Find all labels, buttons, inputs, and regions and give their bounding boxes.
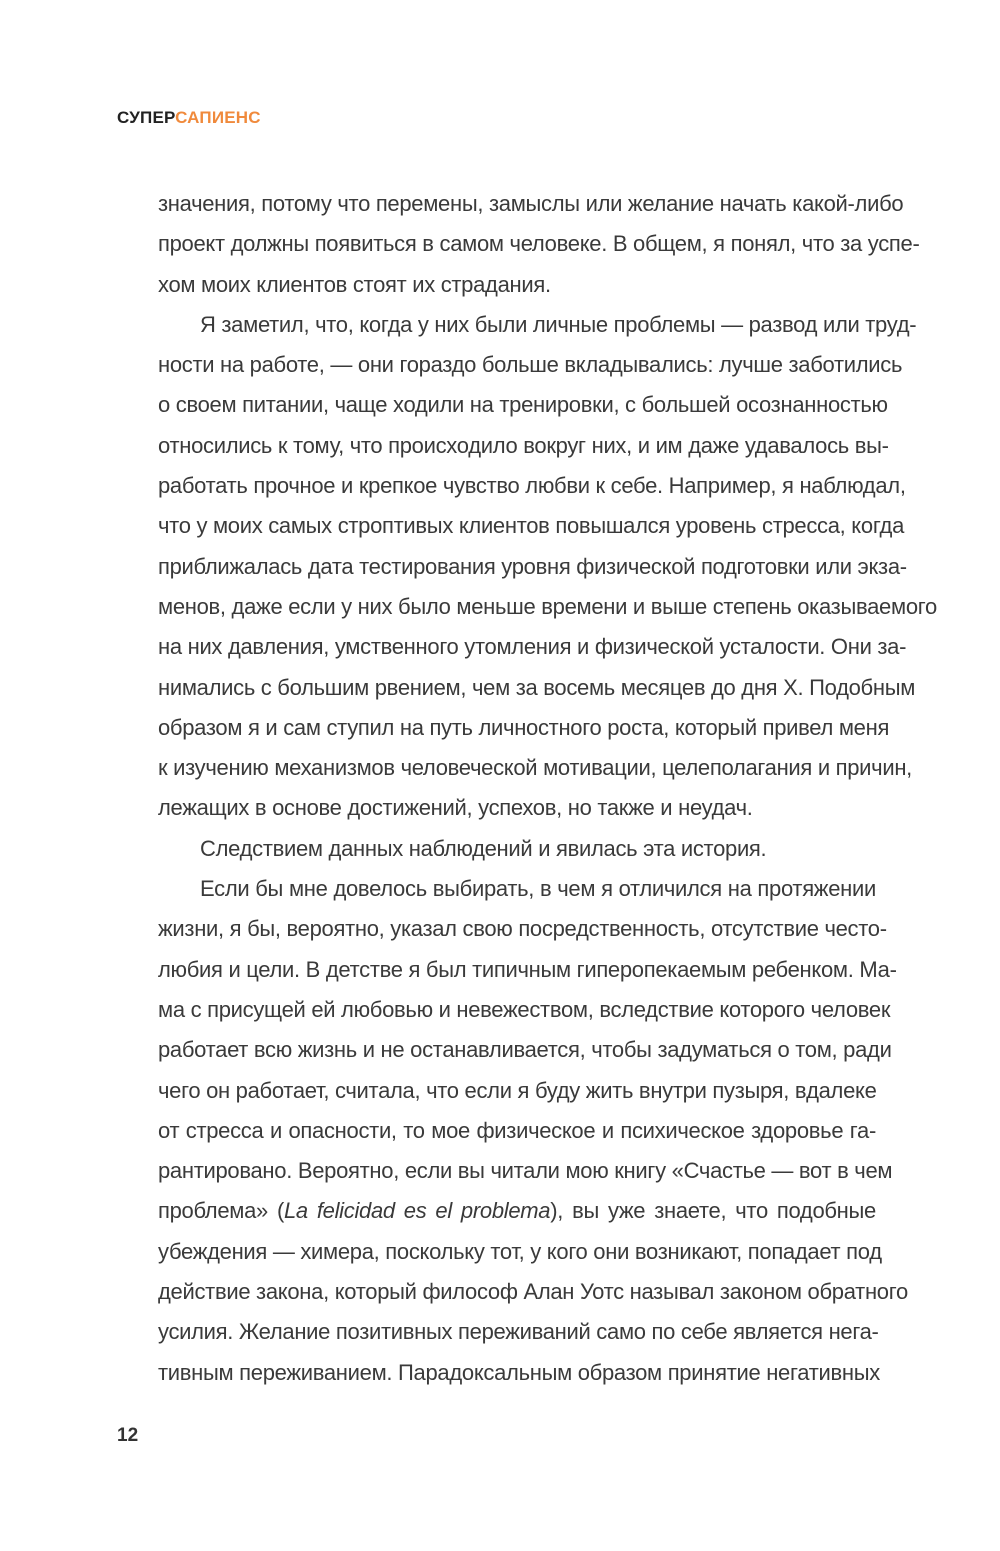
text-line: жизни, я бы, вероятно, указал свою посредственность, отсутствие често-	[158, 916, 887, 942]
text-line: на них давления, умственного утомления и физической усталости. Они за-	[158, 634, 907, 660]
text-line: чего он работает, считала, что если я буду жить внутри пузыря, вдалеке	[158, 1077, 877, 1103]
running-header-title-part2: САПИЕНС	[175, 108, 261, 127]
text-line: образом я и сам ступил на путь личностного роста, который привел меня	[158, 714, 890, 740]
text-line: относились к тому, что происходило вокруг них, и им даже удавалось вы-	[158, 432, 889, 458]
text-line: лежащих в основе достижений, успехов, но также и неудач.	[158, 795, 753, 821]
italic-book-title: La felicidad es el problema	[283, 1198, 551, 1224]
text-line: приближалась дата тестирования уровня физической подготовки или экза-	[158, 553, 907, 579]
text-line: рантировано. Вероятно, если вы читали мою книгу «Счастье — вот в чем	[158, 1158, 893, 1184]
text-line: что у моих самых строптивых клиентов повышался уровень стресса, когда	[158, 513, 905, 539]
text-line: от стресса и опасности, то мое физическое и психическое здоровье га-	[158, 1117, 876, 1143]
text-line: проект должны появиться в самом человеке. В общем, я понял, что за успе-	[158, 231, 920, 257]
text-line: убеждения — химера, поскольку тот, у кого они возникают, попадает под	[158, 1238, 882, 1264]
text-line: нимались с большим рвением, чем за восемь месяцев до дня Х. Подобным	[158, 674, 916, 700]
text-fragment: проблема» (	[158, 1198, 284, 1224]
running-header-title-part1: СУПЕР	[117, 108, 176, 127]
text-line: действие закона, который философ Алан Уотс называл законом обратного	[158, 1279, 908, 1305]
running-header	[117, 108, 261, 128]
text-line: менов, даже если у них было меньше времени и выше степень оказываемого	[158, 593, 937, 619]
text-line: тивным переживанием. Парадоксальным образом принятие негативных	[158, 1359, 880, 1385]
page-number: 12	[117, 1425, 139, 1446]
text-line: Следствием данных наблюдений и явилась эта история.	[200, 835, 767, 861]
text-line-with-italic-title	[158, 1191, 876, 1231]
text-line: Я заметил, что, когда у них были личные проблемы — развод или труд-	[200, 311, 917, 337]
text-line: работает всю жизнь и не останавливается, чтобы задуматься о том, ради	[158, 1037, 892, 1063]
body-text	[158, 184, 937, 1393]
text-fragment: ), вы уже знаете, что подобные	[550, 1198, 876, 1224]
text-line: к изучению механизмов человеческой мотивации, целеполагания и причин,	[158, 755, 912, 781]
text-line: ности на работе, — они гораздо больше вкладывались: лучше заботились	[158, 352, 903, 378]
text-line: хом моих клиентов стоят их страдания.	[158, 271, 551, 297]
text-line: значения, потому что перемены, замыслы или желание начать какой-либо	[158, 191, 904, 216]
text-line: о своем питании, чаще ходили на тренировки, с большей осознанностью	[158, 392, 888, 418]
text-line: ма с присущей ей любовью и невежеством, вследствие которого человек	[158, 996, 891, 1022]
text-line: Если бы мне довелось выбирать, в чем я отличился на протяжении	[200, 876, 876, 902]
text-line: усилия. Желание позитивных переживаний само по себе является нега-	[158, 1319, 879, 1345]
text-line: любия и цели. В детстве я был типичным гиперопекаемым ребенком. Ма-	[158, 956, 897, 982]
text-line: работать прочное и крепкое чувство любви к себе. Например, я наблюдал,	[158, 473, 906, 499]
